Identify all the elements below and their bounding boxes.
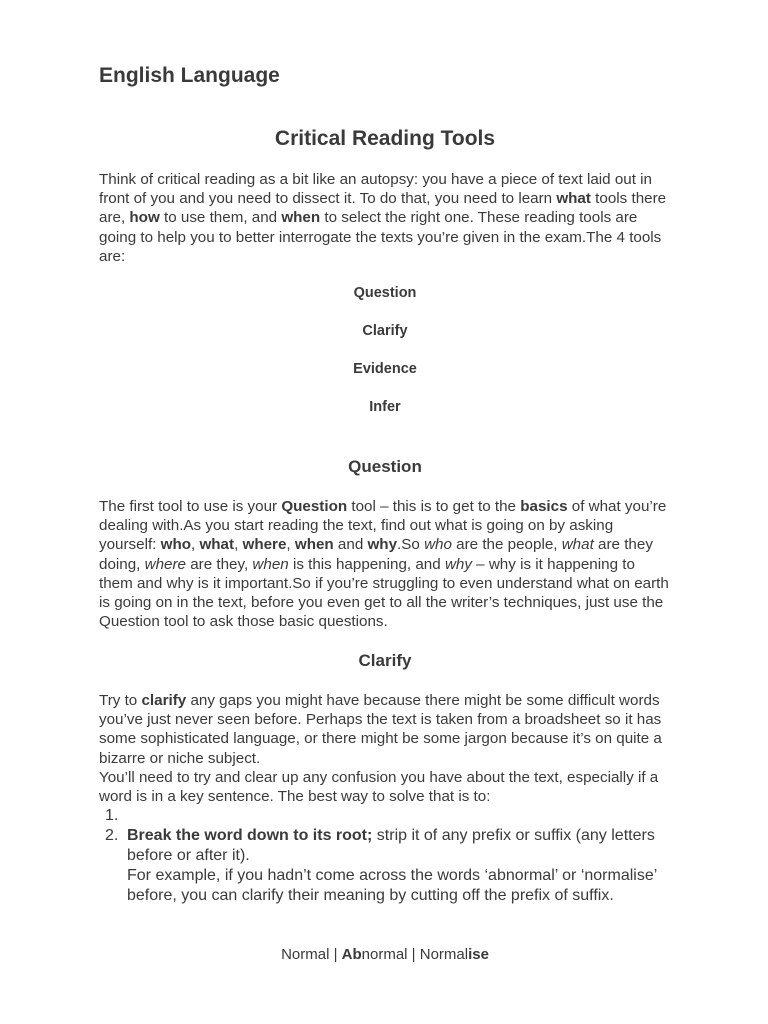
intro-bold-what: what bbox=[556, 190, 591, 208]
question-italic: what bbox=[561, 536, 594, 554]
question-text: are they doing, bbox=[99, 536, 653, 573]
question-italic: who bbox=[424, 536, 452, 554]
clarify-heading: Clarify bbox=[358, 651, 412, 670]
example-word: Normal bbox=[281, 946, 330, 963]
example-line bbox=[99, 946, 671, 963]
list-item bbox=[99, 806, 671, 826]
intro-text-2: tools there are, bbox=[99, 190, 667, 227]
question-text: , bbox=[234, 536, 243, 554]
subject-heading: English Language bbox=[99, 64, 280, 87]
list-number: 2. bbox=[105, 827, 119, 844]
intro-paragraph bbox=[99, 170, 671, 266]
question-bold: where bbox=[242, 536, 287, 554]
example-suffix: ise bbox=[468, 946, 489, 963]
question-heading: Question bbox=[348, 457, 422, 476]
example-separator: | bbox=[329, 946, 342, 963]
question-bold: who bbox=[160, 536, 191, 554]
step-extra: For example, if you hadn’t come across the words ‘abnormal’ or ‘normalise’ before, you can clarify their meaning by cutting off the prefix of suffix. bbox=[127, 867, 657, 904]
page-title: Critical Reading Tools bbox=[274, 127, 496, 150]
list-number: 1. bbox=[105, 807, 119, 824]
question-italic: why bbox=[444, 555, 472, 573]
clarify-paragraph bbox=[99, 691, 671, 806]
clarify-steps-list bbox=[99, 806, 671, 906]
question-text: The first tool to use is your bbox=[99, 498, 282, 515]
question-italic: where bbox=[144, 555, 186, 573]
question-text: , bbox=[191, 536, 200, 554]
example-word: normal bbox=[361, 946, 408, 963]
question-italic: when bbox=[252, 555, 289, 573]
intro-text-3: to use them, and bbox=[159, 209, 282, 227]
list-item bbox=[99, 826, 671, 906]
intro-bold-when: when bbox=[281, 209, 321, 227]
question-text: – why is it happening to them and why is it important.So if you’re struggling to even understand what on earth is going on in the text, before you even get to all the writer’s techniques, just use the Question tool to ask those basic questions. bbox=[99, 555, 669, 631]
example-separator: | bbox=[407, 946, 420, 963]
clarify-text: You’ll need to try and clear up any confusion you have about the text, especially if a word is in a key sentence. The best way to solve that is to: bbox=[99, 768, 659, 806]
step-text: strip it of any prefix or suffix (any letters before or after it). bbox=[127, 827, 655, 864]
intro-text-1: Think of critical reading as a bit like an autopsy: you have a piece of text laid out in front of you and you need to dissect it. To do that, you need to learn bbox=[99, 171, 652, 208]
tool-item-question: Question bbox=[353, 285, 417, 301]
question-bold: why bbox=[367, 536, 398, 554]
question-text: .So bbox=[397, 536, 425, 554]
question-text: is this happening, and bbox=[288, 555, 445, 573]
question-bold: what bbox=[199, 536, 235, 554]
clarify-text: any gaps you might have because there might be some difficult words you’ve just never seen before. Perhaps the text is taken from a broadsheet so it has some sophisticated language, or there might be some jargon because it’s on quite a bizarre or niche subject. bbox=[99, 692, 662, 767]
question-text: are they, bbox=[185, 555, 253, 573]
intro-bold-how: how bbox=[129, 209, 160, 227]
clarify-bold: clarify bbox=[141, 692, 187, 709]
example-prefix: Ab bbox=[341, 946, 362, 963]
question-text: and bbox=[333, 536, 368, 554]
tool-item-clarify: Clarify bbox=[362, 323, 408, 339]
example-word: Normal bbox=[419, 946, 469, 963]
question-text: of what you’re dealing with.As you start reading the text, find out what is going on by asking yourself: bbox=[99, 498, 667, 554]
clarify-text: Try to bbox=[99, 692, 142, 709]
tool-item-evidence: Evidence bbox=[353, 361, 417, 377]
question-paragraph bbox=[99, 497, 671, 631]
step-bold: Break the word down to its root; bbox=[127, 827, 373, 844]
intro-text-4: to select the right one. These reading tools are going to help you to better interrogate the texts you’re given in the exam.The 4 tools are: bbox=[99, 209, 662, 265]
question-text: , bbox=[286, 536, 295, 554]
question-bold: basics bbox=[520, 498, 568, 515]
question-bold: when bbox=[294, 536, 334, 554]
tool-item-infer: Infer bbox=[369, 399, 401, 415]
question-text: tool – this is to get to the bbox=[347, 498, 521, 515]
question-text: are the people, bbox=[451, 536, 562, 554]
question-bold: Question bbox=[281, 498, 348, 515]
